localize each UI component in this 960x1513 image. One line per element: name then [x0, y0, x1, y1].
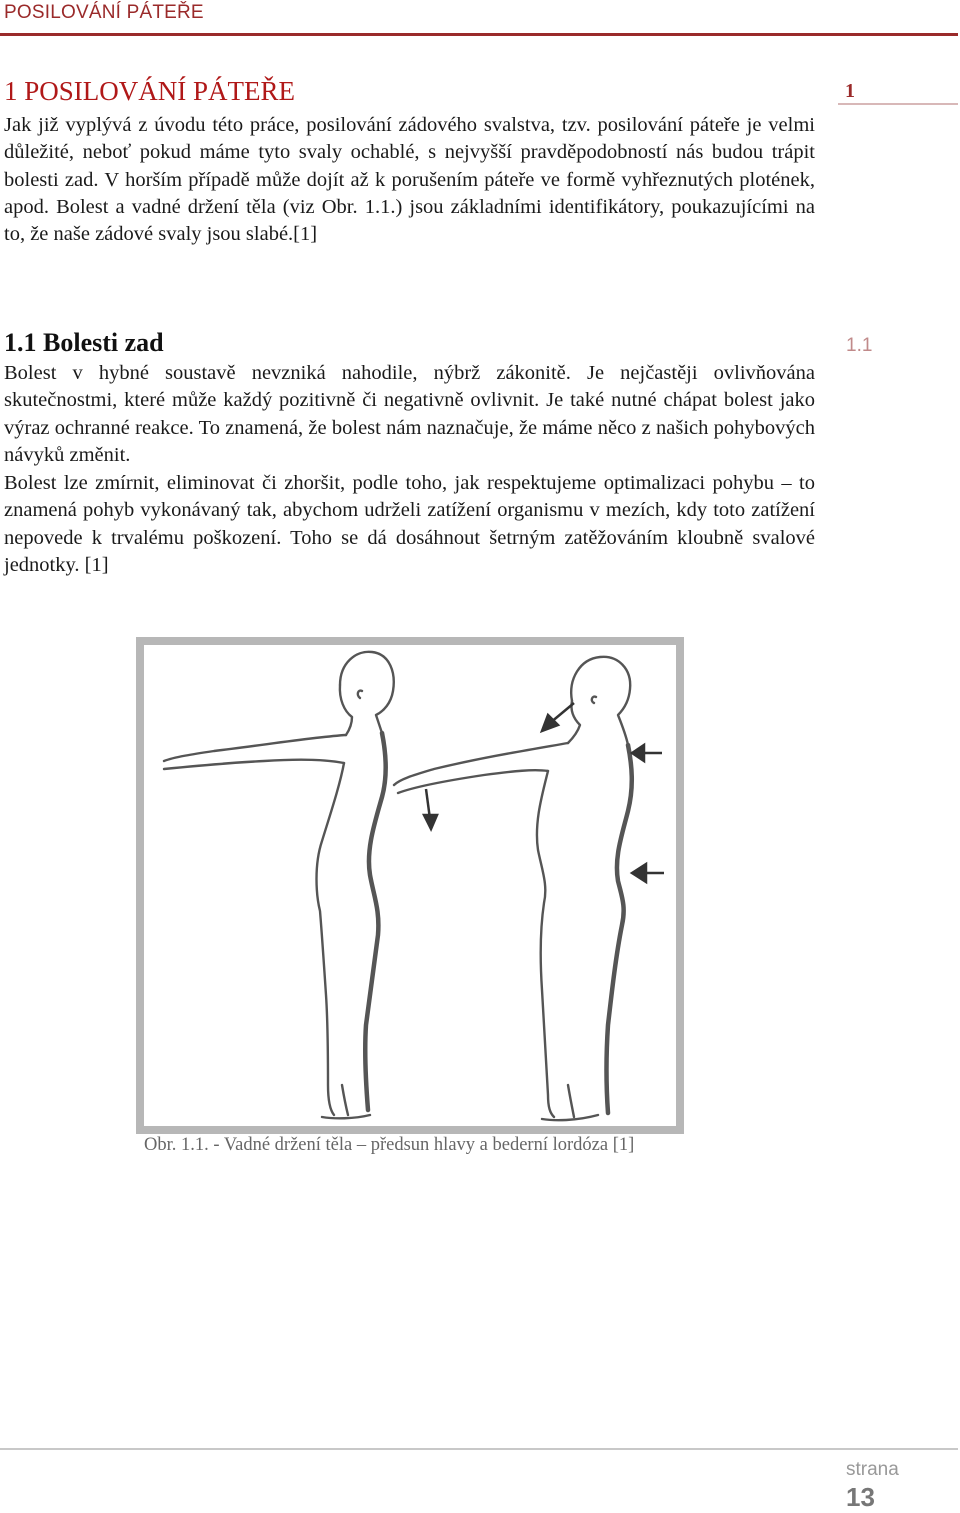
running-header-title: POSILOVÁNÍ PÁTEŘE [4, 2, 204, 23]
section-title: 1.1 Bolesti zad [4, 328, 164, 357]
section-paragraph-1: Bolest v hybné soustavě nevzniká nahodile, nýbrž zákonitě. Je nejčastěji ovlivňována skutečnostmi, které může každý pozitivně či negativně ovlivnit. Je také nutné chápat bolest jako výraz ochranné reakce. To znamená, že bolest nám naznačuje, že máme něco z našich pohybových návyků změnit. [4, 362, 815, 466]
correct-posture-figure [164, 652, 394, 1119]
posture-figure [136, 637, 684, 1134]
header-divider [0, 33, 958, 36]
chapter-intro-paragraph: Jak již vyplývá z úvodu této práce, posilování zádového svalstva, tzv. posilování páteře je velmi důležité, neboť pokud máme tyto svaly ochablé, s nejvyšší pravděpodobností nás budou trápit bolesti zad. V horším případě může dojít až k porušením páteře ve formě vyhřeznutých plotének, apod. Bolest a vadné držení těla (viz Obr. 1.1.) jsou základními identifikátory, poukazujícími na to, že naše zádové svaly jsou slabé.[1] [4, 114, 815, 246]
posture-illustration [144, 645, 676, 1126]
section-paragraph-2: Bolest lze zmírnit, eliminovat či zhoršit, podle toho, jak respektujeme optimalizaci pohybu – to znamená pohyb vykonávaný tak, abychom udrželi zatížení organismu v mezích, kdy toto zatížení nepovede k trvalému poškození. Toho se dá dosáhnout šetrným zatěžováním kloubně svalové jednotky. [1] [4, 472, 815, 576]
margin-divider [838, 103, 958, 105]
footer-page-label: strana [846, 1459, 899, 1480]
margin-section-number: 1.1 [846, 335, 873, 356]
footer-page-number: 13 [846, 1482, 875, 1512]
chapter-title: 1 POSILOVÁNÍ PÁTEŘE [4, 76, 296, 106]
posture-arrows [424, 703, 664, 882]
figure-caption: Obr. 1.1. - Vadné držení těla – předsun hlavy a bederní lordóza [1] [144, 1135, 635, 1155]
footer-divider [0, 1448, 958, 1450]
bad-posture-figure [394, 657, 632, 1120]
margin-chapter-number: 1 [845, 80, 855, 102]
